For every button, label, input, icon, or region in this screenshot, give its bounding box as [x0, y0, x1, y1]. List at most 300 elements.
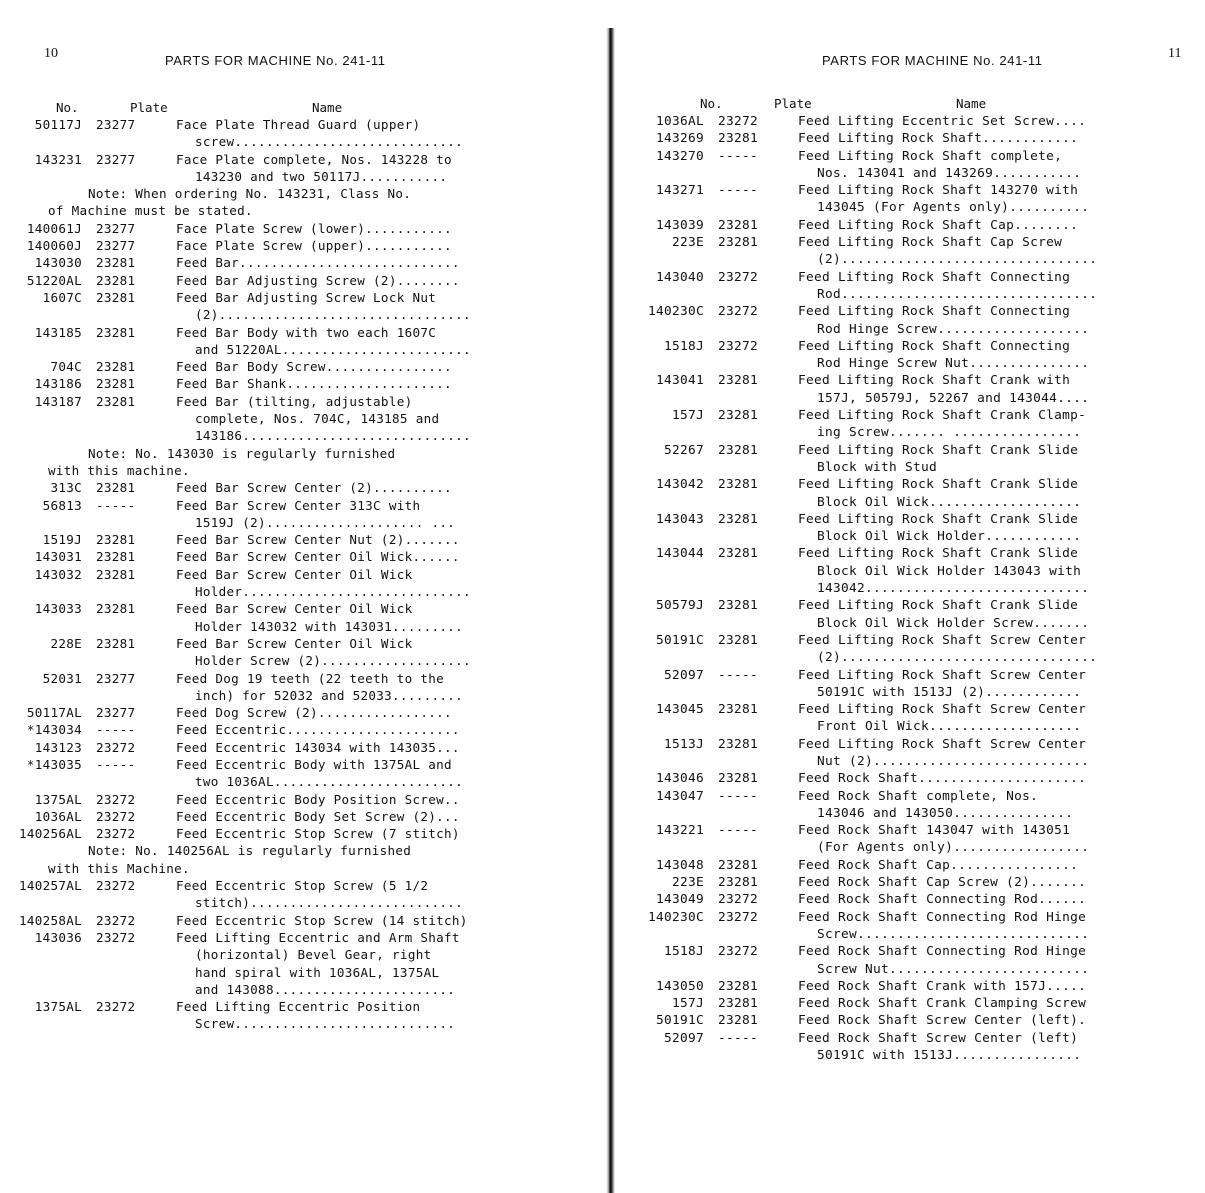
part-name-line: Feed Bar Adjusting Screw (2)........ — [176, 272, 460, 288]
part-name-line: (2)................................ — [195, 307, 471, 323]
plate-number: 23281 — [718, 373, 759, 389]
part-name-line: Holder Screw (2)................... — [195, 653, 471, 669]
plate-number: 23281 — [96, 480, 136, 496]
plate-number: 23272 — [718, 892, 759, 908]
column-header-plate: Plate — [130, 100, 168, 115]
plate-number: 23281 — [718, 632, 759, 648]
plate-number: 23281 — [718, 736, 759, 752]
parts-list — [0, 116, 536, 1033]
part-name — [798, 234, 1158, 269]
plate-number: 23281 — [96, 601, 136, 617]
part-entry — [0, 116, 536, 151]
part-entry — [622, 701, 1158, 736]
part-number: *143035 — [26, 756, 82, 772]
part-number: 56813 — [42, 497, 82, 513]
part-name-line: Feed Lifting Rock Shaft Crank Slide — [798, 442, 1079, 458]
part-number: 143271 — [655, 183, 704, 199]
part-name — [798, 857, 1158, 874]
plate-number: 23281 — [718, 408, 759, 424]
part-name-line: Feed Lifting Rock Shaft Connecting — [798, 269, 1071, 285]
part-number: 52097 — [663, 667, 704, 683]
part-number: 143187 — [34, 393, 82, 409]
part-name — [798, 943, 1158, 978]
part-name-line: Feed Rock Shaft Connecting Rod Hinge — [798, 944, 1087, 960]
part-entry — [0, 808, 536, 825]
part-entry — [0, 289, 536, 324]
part-name-line: Feed Lifting Rock Shaft complete, — [798, 148, 1063, 164]
part-name-line: Face Plate Screw (lower)........... — [176, 220, 452, 236]
part-entry — [0, 721, 536, 738]
part-number: 223E — [671, 875, 704, 891]
plate-number: 23281 — [96, 532, 136, 548]
part-name-line: (2)................................ — [817, 650, 1098, 666]
part-number: 143032 — [34, 566, 82, 582]
part-number: 1518J — [663, 338, 704, 354]
part-name-line: Feed Lifting Rock Shaft Crank Slide — [798, 511, 1079, 527]
plate-number: 23272 — [718, 114, 759, 129]
part-name-line: Feed Eccentric Stop Screw (7 stitch) — [176, 826, 460, 842]
part-name — [176, 151, 536, 186]
part-entry — [622, 822, 1158, 857]
plate-number: ----- — [96, 497, 136, 513]
part-name-line: Feed Bar (tilting, adjustable) — [176, 393, 413, 409]
part-name — [176, 791, 536, 808]
part-number: 52097 — [663, 1030, 704, 1046]
plate-number: 23281 — [96, 635, 136, 651]
plate-number: 23281 — [718, 702, 759, 718]
part-name — [176, 877, 536, 912]
part-number: 52267 — [663, 442, 704, 458]
part-name-line: complete, Nos. 704C, 143185 and — [195, 411, 440, 427]
part-entry — [622, 943, 1158, 978]
part-name — [176, 393, 536, 445]
part-name — [798, 269, 1158, 304]
part-entry — [622, 372, 1158, 407]
part-number: 143270 — [655, 148, 704, 164]
part-name — [176, 254, 536, 271]
plate-number: ----- — [718, 1030, 759, 1046]
part-number: 143033 — [34, 601, 82, 617]
part-number: 50579J — [655, 598, 704, 614]
part-entry — [0, 929, 536, 998]
part-number: 143040 — [655, 269, 704, 285]
part-number: 228E — [50, 635, 82, 651]
plate-number: 23272 — [96, 999, 136, 1015]
part-entry — [0, 497, 536, 532]
part-name-line: Face Plate complete, Nos. 143228 to — [176, 151, 452, 167]
part-name-line: Screw............................. — [817, 926, 1090, 942]
part-name-line: Feed Eccentric Stop Screw (5 1/2 — [176, 878, 429, 894]
part-name-line: 143045 (For Agents only).......... — [817, 200, 1090, 216]
plate-number: 23281 — [718, 235, 759, 251]
part-name-line: Feed Lifting Rock Shaft Crank Slide — [798, 598, 1079, 614]
part-name — [798, 995, 1158, 1012]
part-name — [176, 237, 536, 254]
part-number: *143034 — [26, 722, 82, 738]
note-line: of Machine must be stated. — [48, 203, 253, 219]
part-entry — [622, 130, 1158, 147]
plate-number: 23281 — [718, 217, 759, 233]
part-name — [176, 324, 536, 359]
plate-number: ----- — [96, 722, 136, 738]
part-entry — [622, 269, 1158, 304]
part-entry — [0, 151, 536, 186]
plate-number: 23277 — [96, 220, 136, 236]
part-name — [798, 874, 1158, 891]
note-line: Note: No. 140256AL is regularly furnished — [88, 843, 412, 859]
part-name-line: Block Oil Wick Holder............ — [817, 529, 1082, 545]
part-number: 143049 — [655, 892, 704, 908]
part-number: 157J — [671, 408, 704, 424]
part-name — [176, 358, 536, 375]
part-name-line: Feed Lifting Rock Shaft Crank with — [798, 373, 1071, 389]
part-name-line: Feed Bar Body with two each 1607C — [176, 324, 437, 340]
part-name-line: (For Agents only)................. — [817, 840, 1090, 856]
part-number: 1036AL — [34, 808, 82, 824]
part-number: 140230C — [647, 909, 704, 925]
part-name — [798, 978, 1158, 995]
part-entry — [0, 220, 536, 237]
part-entry — [622, 736, 1158, 771]
part-number: 157J — [671, 996, 704, 1012]
part-entry — [622, 1030, 1158, 1065]
part-number: 143039 — [655, 217, 704, 233]
part-entry — [622, 667, 1158, 702]
part-name-line: Feed Bar Screw Center Oil Wick — [176, 601, 413, 617]
part-entry — [0, 566, 536, 601]
part-name-line: Face Plate Thread Guard (upper) — [176, 117, 421, 132]
part-name — [798, 148, 1158, 183]
plate-number: 23277 — [96, 117, 136, 132]
page-number: 10 — [44, 46, 58, 61]
part-name-line: Feed Lifting Eccentric Position — [176, 999, 421, 1015]
right-page — [622, 0, 1205, 1193]
part-name — [176, 375, 536, 392]
part-name — [176, 548, 536, 565]
plate-number: 23281 — [96, 289, 136, 305]
plate-number: 23272 — [718, 304, 759, 320]
column-header-name: Name — [956, 96, 987, 111]
part-entry — [0, 825, 536, 842]
plate-number: 23281 — [718, 771, 759, 787]
part-name — [176, 739, 536, 756]
part-entry — [622, 632, 1158, 667]
part-name-line: 143186............................. — [195, 428, 471, 444]
column-header-no: No. — [700, 96, 723, 111]
part-name — [176, 756, 536, 791]
part-number: 143221 — [655, 823, 704, 839]
part-entry — [622, 1012, 1158, 1029]
part-entry — [0, 324, 536, 359]
part-name-line: inch) for 52032 and 52033......... — [195, 687, 463, 703]
plate-number: 23277 — [96, 238, 136, 254]
part-entry — [0, 358, 536, 375]
plate-number: ----- — [718, 823, 759, 839]
plate-number: ----- — [718, 667, 759, 683]
part-name-line: hand spiral with 1036AL, 1375AL — [195, 964, 440, 980]
part-name-line: 157J, 50579J, 52267 and 143044.... — [817, 390, 1090, 406]
part-name — [176, 721, 536, 738]
part-number: 704C — [50, 359, 82, 375]
part-number: 143036 — [34, 929, 82, 945]
part-entry — [622, 788, 1158, 823]
note-line: Note: When ordering No. 143231, Class No. — [88, 186, 412, 202]
part-name-line: 50191C with 1513J (2)............ — [817, 684, 1082, 700]
part-number: 50191C — [655, 632, 704, 648]
plate-number: 23281 — [718, 511, 759, 527]
part-name — [176, 825, 536, 842]
part-entry — [622, 442, 1158, 477]
parts-list — [622, 113, 1158, 1064]
column-header-name: Name — [312, 100, 343, 115]
plate-number: 23272 — [96, 912, 136, 928]
part-name-line: Feed Bar Adjusting Screw Lock Nut — [176, 289, 437, 305]
plate-number: 23281 — [96, 255, 136, 271]
plate-number: 23281 — [96, 549, 136, 565]
part-name-line: Feed Bar Screw Center Oil Wick — [176, 566, 413, 582]
part-name-line: Holder 143032 with 143031......... — [195, 618, 463, 634]
part-name-line: Rod Hinge Screw Nut............... — [817, 356, 1090, 372]
part-name — [176, 929, 536, 998]
plate-number: 23281 — [718, 442, 759, 458]
part-entry — [622, 234, 1158, 269]
part-name — [798, 667, 1158, 702]
part-number: 51220AL — [26, 272, 82, 288]
plate-number: 23281 — [96, 272, 136, 288]
part-name — [798, 372, 1158, 407]
part-name-line: Block with Stud — [817, 459, 938, 475]
part-name-line: Feed Lifting Rock Shaft Connecting — [798, 338, 1071, 354]
part-entry — [0, 912, 536, 929]
part-name-line: Feed Rock Shaft Screw Center (left) — [798, 1030, 1079, 1046]
part-number: 143045 — [655, 702, 704, 718]
note-line: with this machine. — [48, 462, 190, 478]
part-number: 143031 — [34, 549, 82, 565]
part-number: 50117J — [34, 117, 82, 132]
part-name-line: Screw............................ — [195, 1016, 456, 1032]
plate-number: 23272 — [96, 826, 136, 842]
part-name-line: Feed Bar............................ — [176, 255, 460, 271]
plate-number: 23277 — [96, 670, 136, 686]
part-entry — [622, 597, 1158, 632]
part-name-line: (2)................................ — [817, 252, 1098, 268]
part-name — [798, 597, 1158, 632]
part-name-line: Screw Nut......................... — [817, 961, 1090, 977]
plate-number: 23281 — [718, 546, 759, 562]
part-name — [176, 635, 536, 670]
part-name-line: (horizontal) Bevel Gear, right — [195, 947, 432, 963]
plate-number: 23277 — [96, 151, 136, 167]
part-number: 140258AL — [18, 912, 82, 928]
part-name — [798, 632, 1158, 667]
part-entry — [0, 791, 536, 808]
plate-number: 23281 — [718, 477, 759, 493]
part-name-line: Feed Lifting Eccentric Set Screw.... — [798, 114, 1087, 129]
part-name-line: Feed Rock Shaft Connecting Rod...... — [798, 892, 1087, 908]
part-name — [176, 998, 536, 1033]
part-number: 1513J — [663, 736, 704, 752]
part-entry — [0, 548, 536, 565]
left-page — [0, 0, 600, 1193]
part-entry — [0, 877, 536, 912]
part-name — [798, 1030, 1158, 1065]
part-name — [176, 912, 536, 929]
part-name-line: 1519J (2).................... ... — [195, 514, 456, 530]
part-name — [798, 545, 1158, 597]
plate-number: 23272 — [96, 929, 136, 945]
part-entry — [622, 857, 1158, 874]
part-entry — [622, 303, 1158, 338]
part-name — [176, 808, 536, 825]
part-name — [798, 701, 1158, 736]
plate-number: 23281 — [718, 131, 759, 147]
part-name — [176, 531, 536, 548]
part-name-line: 143042............................ — [817, 581, 1090, 597]
part-number: 143044 — [655, 546, 704, 562]
part-number: 1375AL — [34, 999, 82, 1015]
part-name-line: Feed Rock Shaft Cap................ — [798, 857, 1079, 873]
plate-number: 23281 — [718, 996, 759, 1012]
part-name-line: Block Oil Wick................... — [817, 494, 1082, 510]
note-line: with this Machine. — [48, 860, 190, 876]
part-number: 1518J — [663, 944, 704, 960]
part-name-line: Feed Bar Screw Center Oil Wick...... — [176, 549, 460, 565]
part-name — [176, 497, 536, 532]
part-name-line: Feed Dog Screw (2)................. — [176, 705, 452, 721]
part-name-line: two 1036AL........................ — [195, 774, 463, 790]
part-entry — [622, 545, 1158, 597]
part-number: 140060J — [26, 238, 82, 254]
part-entry — [622, 511, 1158, 546]
note — [0, 842, 536, 877]
plate-number: ----- — [718, 148, 759, 164]
plate-number: 23272 — [96, 791, 136, 807]
part-number: 143030 — [34, 255, 82, 271]
part-entry — [622, 182, 1158, 217]
part-name — [798, 217, 1158, 234]
part-name-line: 143230 and two 50117J........... — [195, 168, 448, 184]
part-entry — [0, 998, 536, 1033]
part-entry — [622, 978, 1158, 995]
part-name-line: Feed Lifting Rock Shaft Crank Slide — [798, 546, 1079, 562]
part-name-line: and 143088....................... — [195, 981, 456, 997]
part-number: 143050 — [655, 978, 704, 994]
part-entry — [0, 635, 536, 670]
note — [0, 445, 536, 480]
plate-number: 23281 — [96, 359, 136, 375]
part-name-line: Feed Rock Shaft Crank Clamping Screw — [798, 996, 1087, 1012]
part-number: 223E — [671, 235, 704, 251]
part-name — [176, 289, 536, 324]
column-header-no: No. — [56, 100, 79, 115]
part-name — [798, 770, 1158, 787]
part-entry — [622, 148, 1158, 183]
part-entry — [0, 375, 536, 392]
plate-number: 23272 — [96, 739, 136, 755]
part-name — [798, 891, 1158, 908]
part-name — [176, 272, 536, 289]
part-number: 313C — [50, 480, 82, 496]
part-number: 143123 — [34, 739, 82, 755]
part-number: 52031 — [42, 670, 82, 686]
part-name — [176, 566, 536, 601]
part-name-line: Feed Bar Shank..................... — [176, 376, 452, 392]
part-name-line: Feed Lifting Rock Shaft Cap........ — [798, 217, 1079, 233]
part-entry — [622, 995, 1158, 1012]
part-number: 143043 — [655, 511, 704, 527]
plate-number: 23281 — [718, 598, 759, 614]
part-name — [798, 788, 1158, 823]
part-name-line: and 51220AL........................ — [195, 341, 471, 357]
part-name-line: Feed Lifting Rock Shaft Crank Slide — [798, 477, 1079, 493]
part-name-line: Rod Hinge Screw................... — [817, 321, 1090, 337]
plate-number: 23281 — [96, 566, 136, 582]
part-name-line: Feed Rock Shaft 143047 with 143051 — [798, 823, 1071, 839]
plate-number: 23281 — [96, 376, 136, 392]
plate-number: 23281 — [718, 875, 759, 891]
part-name — [176, 600, 536, 635]
part-entry — [0, 670, 536, 705]
part-name-line: Feed Rock Shaft Screw Center (left). — [798, 1013, 1087, 1029]
part-number: 143042 — [655, 477, 704, 493]
part-entry — [622, 407, 1158, 442]
part-name — [176, 220, 536, 237]
part-entry — [622, 338, 1158, 373]
part-entry — [622, 874, 1158, 891]
part-entry — [622, 113, 1158, 130]
part-name-line: Feed Rock Shaft complete, Nos. — [798, 788, 1039, 804]
part-name — [798, 1012, 1158, 1029]
part-name — [798, 338, 1158, 373]
part-name-line: Feed Bar Screw Center Nut (2)....... — [176, 532, 460, 548]
plate-number: 23277 — [96, 705, 136, 721]
page-header: PARTS FOR MACHINE No. 241-11 — [822, 53, 1043, 68]
part-name-line: 50191C with 1513J................ — [817, 1048, 1082, 1064]
plate-number: 23272 — [718, 338, 759, 354]
plate-number: 23272 — [718, 944, 759, 960]
part-number: 1607C — [42, 289, 82, 305]
part-name-line: Feed Lifting Rock Shaft Crank Clamp- — [798, 408, 1087, 424]
part-name-line: Feed Bar Screw Center 313C with — [176, 497, 421, 513]
plate-number: 23272 — [718, 269, 759, 285]
part-name-line: Front Oil Wick................... — [817, 719, 1082, 735]
part-entry — [622, 770, 1158, 787]
part-name — [176, 704, 536, 721]
part-name — [798, 303, 1158, 338]
part-name — [798, 736, 1158, 771]
part-name-line: Rod................................ — [817, 286, 1098, 302]
part-name-line: Feed Eccentric Body with 1375AL and — [176, 756, 452, 772]
part-entry — [0, 756, 536, 791]
part-name — [798, 511, 1158, 546]
part-name-line: Block Oil Wick Holder Screw....... — [817, 615, 1090, 631]
part-name — [176, 670, 536, 705]
part-name-line: ing Screw....... ................ — [817, 425, 1082, 441]
plate-number: ----- — [718, 183, 759, 199]
part-name-line: Holder............................. — [195, 584, 471, 600]
part-name — [798, 407, 1158, 442]
part-entry — [622, 891, 1158, 908]
part-number: 1519J — [42, 532, 82, 548]
plate-number: 23281 — [96, 324, 136, 340]
part-name-line: Feed Rock Shaft Crank with 157J..... — [798, 978, 1087, 994]
note — [0, 185, 536, 220]
part-name-line: Feed Lifting Rock Shaft Screw Center — [798, 702, 1087, 718]
part-entry — [0, 393, 536, 445]
part-name-line: Feed Bar Body Screw................ — [176, 359, 452, 375]
part-number: 143047 — [655, 788, 704, 804]
part-number: 143041 — [655, 373, 704, 389]
